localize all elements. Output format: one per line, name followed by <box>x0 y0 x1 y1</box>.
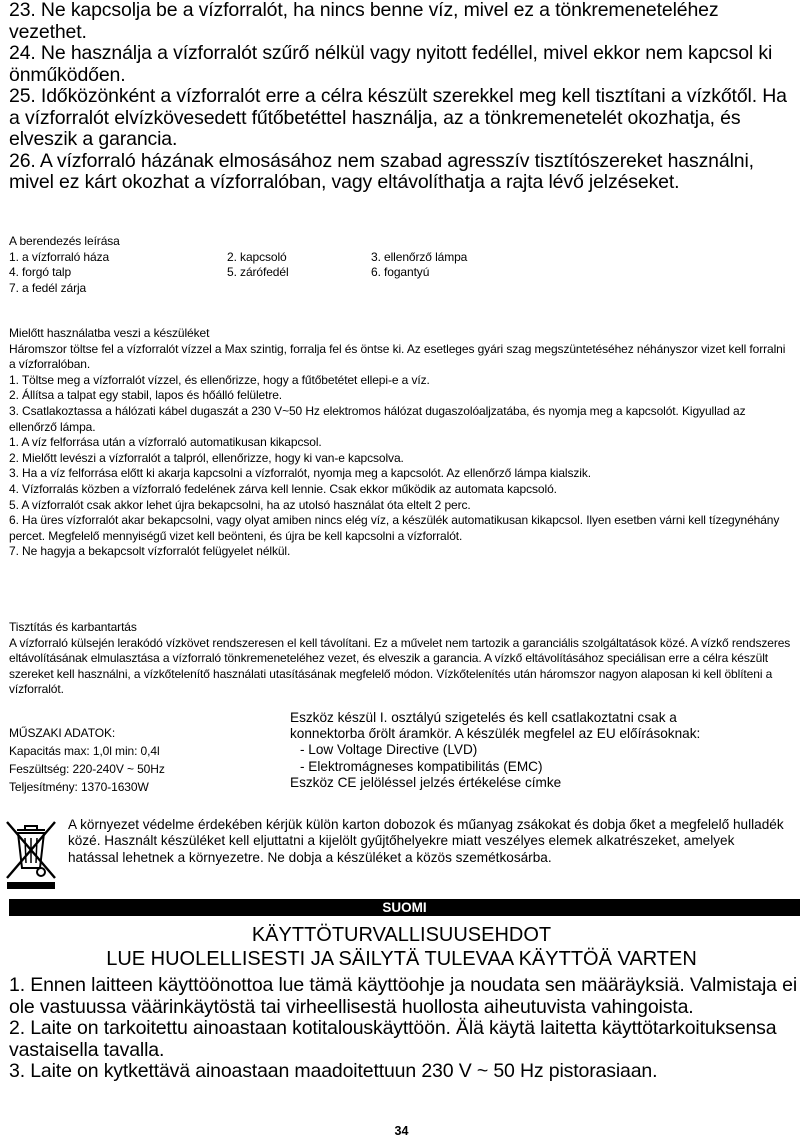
parts-row <box>9 265 609 281</box>
before-use-line: 1. Töltse meg a vízforralót vízzel, és ellenőrizze, hogy a fűtőbetétet ellepi-e a víz. <box>9 372 430 387</box>
part-label: 1. a vízforraló háza <box>9 249 110 264</box>
fi-item-1: 1. Ennen laitteen käyttöönottoa lue tämä käyttöohje ja noudata sen määräyksiä. Valmistaja ei ole vastuussa väärinkäytöstä tai virheellisestä huollosta aiheutuvista vahingoista. <box>9 974 797 1018</box>
before-use-section <box>9 326 795 560</box>
finnish-safety-list <box>9 975 799 1083</box>
part-label: 2. kapcsoló <box>227 249 287 264</box>
parts-description <box>9 234 609 296</box>
before-use-line: 2. Mielőtt levészi a vízforralót a talpról, ellenőrizze, hogy ki van-e kapcsolva. <box>9 450 404 465</box>
cleaning-title: Tisztítás és karbantartás <box>9 620 137 634</box>
part-label: 4. forgó talp <box>9 265 72 280</box>
safety-item-25: 25. Időközönként a vízforralót erre a célra készült szerekkel meg kell tisztítani a vízkőtől. Ha a vízforralót elvízkövesedett fűtőbetéttel használja, az a tönkremenetelét okozhatja, és elveszik a garancia. <box>9 85 787 150</box>
before-use-title: Mielőtt használatba veszi a készüléket <box>9 326 210 340</box>
parts-row <box>9 281 609 297</box>
parts-row <box>9 250 609 266</box>
safety-subtitle: LUE HUOLELLISESTI JA SÄILYTÄ TULEVAA KÄYTTÖÄ VARTEN <box>106 948 697 970</box>
compliance-line: - Low Voltage Directive (LVD) <box>300 742 478 758</box>
spec-capacity: Kapacitás max: 1,0l min: 0,4l <box>9 744 160 758</box>
cleaning-text: A vízforraló külsején lerakódó vízkövet rendszeresen el kell távolítani. Ez a művelet nem tartozik a garanciális szolgáltatások közé. A vízkő rendszeres eltávolításának elmulasztása a vízforraló tönkremeneteléhez vezet, és elveszik a garancia. A vízkő eltávolításához speciálisan erre a célra készült szereket kell használni, a vízkőtelenítő használati utasításának megfelelő módon. Vízkőtelenítés után háromszor nagyon alaposan ki kell öblíteni a vízforralót. <box>9 635 791 697</box>
compliance-line: konnektorba őrölt áramkör. A készülék megfelel az EU előírásoknak: <box>290 726 701 742</box>
part-label: 6. fogantyú <box>371 265 430 280</box>
specs-title: MŰSZAKI ADATOK: <box>9 726 116 740</box>
before-use-line: 3. Ha a víz felforrása előtt ki akarja kapcsolni a vízforralót, nyomja meg a kapcsolót. Az ellenőrző lámpa kialszik. <box>9 466 591 481</box>
compliance-line: - Elektromágneses kompatibilitás (EMC) <box>300 758 543 774</box>
before-use-line: 4. Vízforralás közben a vízforraló fedelének zárva kell lennie. Csak ekkor működik az automata kapcsoló. <box>9 481 557 496</box>
part-label: 7. a fedél zárja <box>9 280 87 295</box>
parts-title: A berendezés leírása <box>9 234 120 248</box>
before-use-line: 7. Ne hagyja a bekapcsolt vízforralót felügyelet nélkül. <box>9 544 291 559</box>
crossed-out-wheelie-bin-icon <box>3 816 59 892</box>
fi-item-2: 2. Laite on tarkoitettu ainoastaan kotitalouskäyttöön. Älä käytä laitetta käyttötarkoituksensa vastaisella tavalla. <box>9 1017 777 1061</box>
before-use-line: Háromszor töltse fel a vízforralót vízzel a Max szintig, forralja fel és öntse ki. Az esetleges gyári szag megszüntetéséhez néhányszor vizet kell forralni a vízforralóban. <box>9 341 786 372</box>
before-use-line: 2. Állítsa a talpat egy stabil, lapos és hőálló felületre. <box>9 388 283 403</box>
cleaning-section <box>9 620 795 698</box>
spec-voltage: Feszültség: 220-240V ~ 50Hz <box>9 762 165 776</box>
safety-item-23: 23. Ne kapcsolja be a vízforralót, ha nincs benne víz, mivel ez a tönkremeneteléhez vezethet. <box>9 0 719 43</box>
compliance-line: Eszköz készül I. osztályú szigetelés és kell csatlakoztatni csak a <box>290 710 677 725</box>
before-use-line: 6. Ha üres vízforralót akar bekapcsolni, vagy olyat amiben nincs elég víz, a készülék automatikusan kikapcsol. Ilyen esetben várni kell tízegynéhány percet. Megfelelő mennyiségű vizet kell beönteni, és újra be kell kapcsolni a vízforralót. <box>9 513 780 543</box>
page-number: 34 <box>394 1124 409 1138</box>
safety-item-24: 24. Ne használja a vízforralót szűrő nélkül vagy nyitott fedéllel, mivel ekkor nem kapcsol ki önműködően. <box>9 42 773 86</box>
before-use-line: 1. A víz felforrása után a vízforraló automatikusan kikapcsol. <box>9 435 322 450</box>
before-use-line: 5. A vízforralót csak akkor lehet újra bekapcsolni, ha az utolsó használat óta eltelt 2 perc. <box>9 497 471 512</box>
before-use-line: 3. Csatlakoztassa a hálózati kábel dugaszát a 230 V~50 Hz elektromos hálózat dugaszolóaljzatába, és nyomja meg a kapcsolót. Kigyullad az ellenőrző lámpa. <box>9 403 746 434</box>
compliance-block <box>290 710 795 791</box>
part-label: 3. ellenőrző lámpa <box>371 249 468 264</box>
safety-title: KÄYTTÖTURVALLISUUSEHDOT <box>251 924 552 946</box>
language-section-bar: SUOMI <box>9 899 800 916</box>
safety-item-26: 26. A vízforraló házának elmosásához nem szabad agresszív tisztítószereket használni, mivel ez kárt okozhat a vízforralóban, vagy eltávolíthatja a rajta lévő jelzéseket. <box>9 149 754 193</box>
spec-power: Teljesítmény: 1370-1630W <box>9 780 149 794</box>
intro-safety-list <box>9 0 799 194</box>
part-label: 5. zárófedél <box>227 265 289 280</box>
compliance-line: Eszköz CE jelöléssel jelzés értékelése címke <box>290 774 562 790</box>
fi-item-3: 3. Laite on kytkettävä ainoastaan maadoitettuun 230 V ~ 50 Hz pistorasiaan. <box>9 1060 658 1082</box>
environment-notice: A környezet védelme érdekében kérjük külön karton dobozok és műanyag zsákokat és dobja őket a megfelelő hulladék közé. Használt készüléket kell eljuttatni a kijelölt gyűjtőhelyekre miatt veszélyes elemek alkatrészeket, amelyek hatással lehetnek a környezetre. Ne dobja a készüléket a közös szemétkosárba. <box>68 817 784 865</box>
